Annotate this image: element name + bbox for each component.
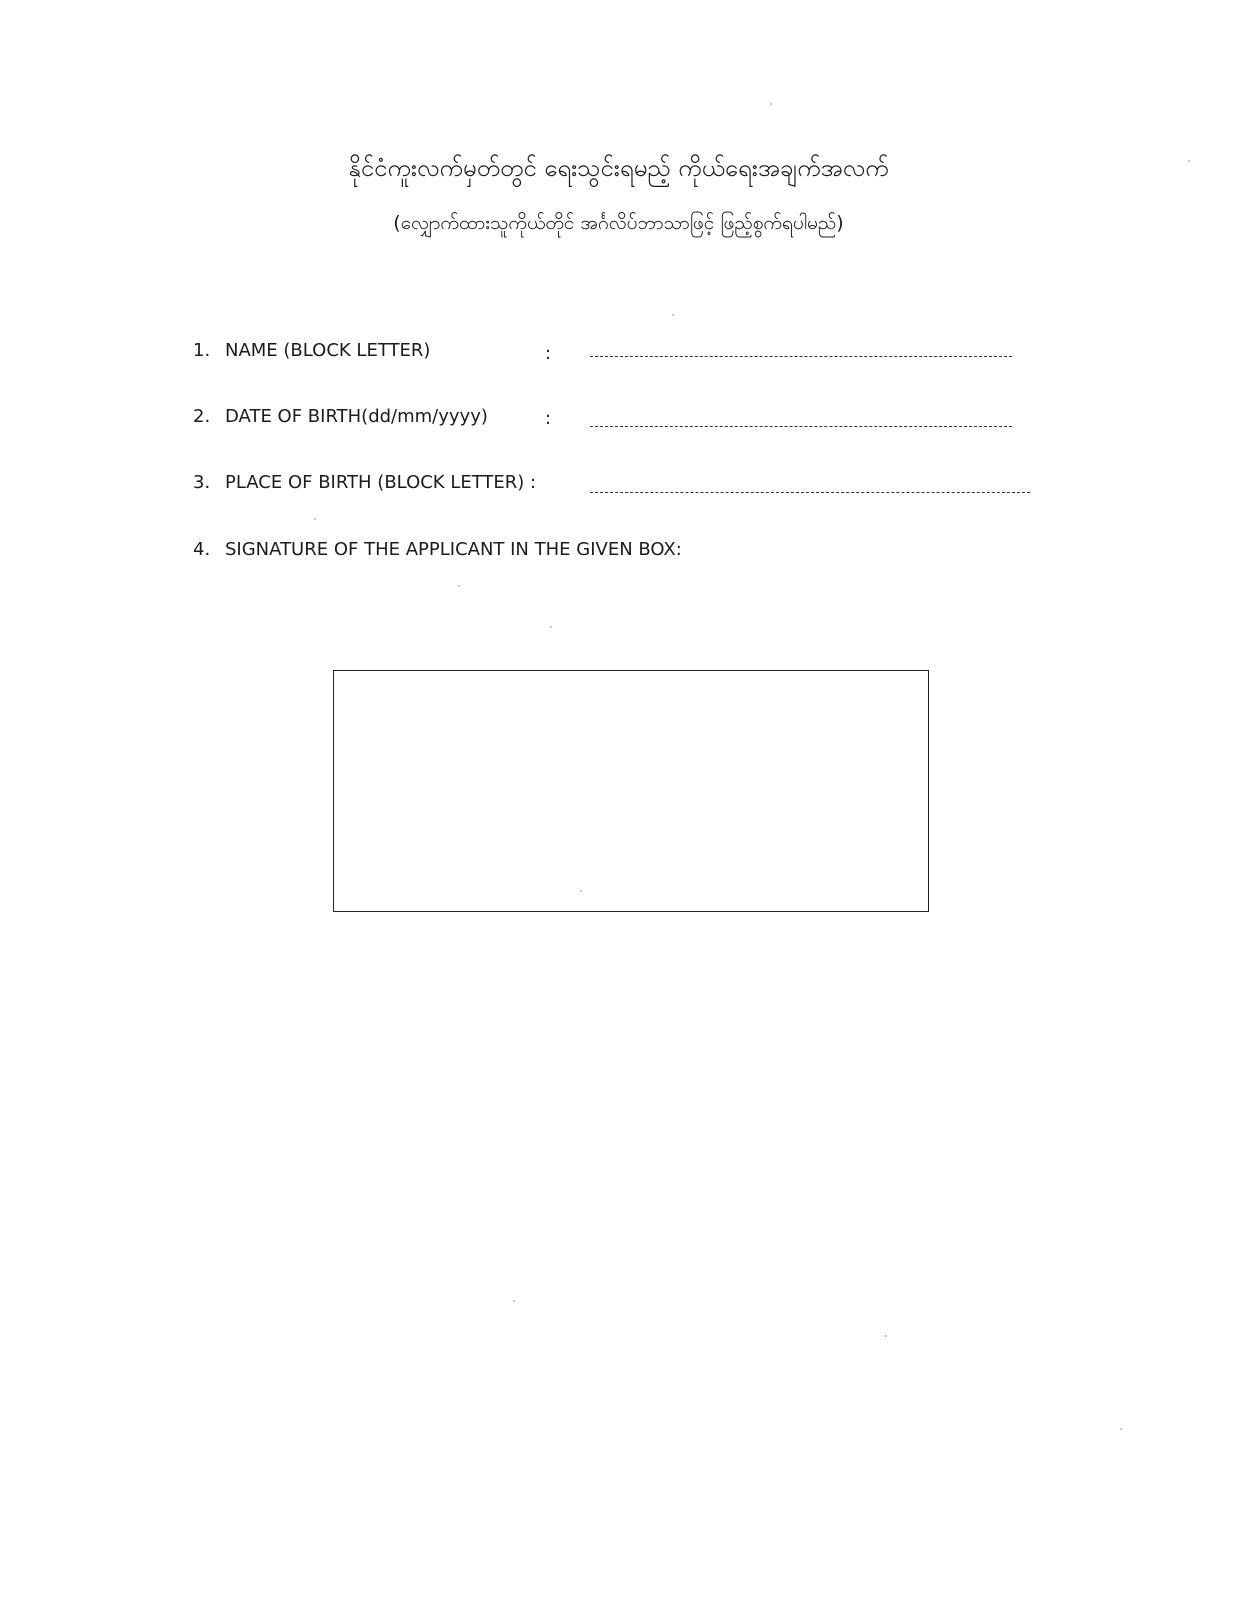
field-number: 1. xyxy=(193,340,211,361)
date-of-birth-blank-line[interactable] xyxy=(590,426,1012,427)
scan-speck xyxy=(314,518,316,520)
scan-speck xyxy=(1188,160,1190,162)
place-of-birth-blank-line[interactable] xyxy=(590,492,1030,493)
signature-box[interactable] xyxy=(333,670,929,912)
field-number: 4. xyxy=(193,539,211,560)
field-date-of-birth-colon: : xyxy=(545,408,552,429)
field-label-signature: SIGNATURE OF THE APPLICANT IN THE GIVEN BOX: xyxy=(225,539,682,560)
field-label-name: NAME (BLOCK LETTER) xyxy=(225,340,431,361)
field-label-place-of-birth: PLACE OF BIRTH (BLOCK LETTER) : xyxy=(225,472,537,493)
scan-speck xyxy=(458,585,460,587)
scan-speck xyxy=(770,103,772,105)
field-name-colon: : xyxy=(545,343,552,364)
form-subtitle: (လျှောက်ထားသူကိုယ်တိုင် အင်္ဂလိပ်ဘာသာဖြင့် ဖြည့်စွက်ရပါမည်) xyxy=(393,212,844,234)
scan-speck xyxy=(885,1335,887,1337)
scan-speck xyxy=(513,1300,515,1302)
scan-speck xyxy=(550,626,552,628)
scan-speck xyxy=(672,314,674,316)
scan-speck xyxy=(580,890,582,892)
field-number: 3. xyxy=(193,472,211,493)
field-number: 2. xyxy=(193,406,211,427)
field-label-date-of-birth: DATE OF BIRTH(dd/mm/yyyy) xyxy=(225,406,488,427)
name-blank-line[interactable] xyxy=(590,356,1012,357)
scan-speck xyxy=(1120,1428,1122,1430)
form-title: နိုင်ငံကူးလက်မှတ်တွင် ရေးသွင်းရမည့် ကိုယ်ရေးအချက်အလက် xyxy=(348,154,889,182)
